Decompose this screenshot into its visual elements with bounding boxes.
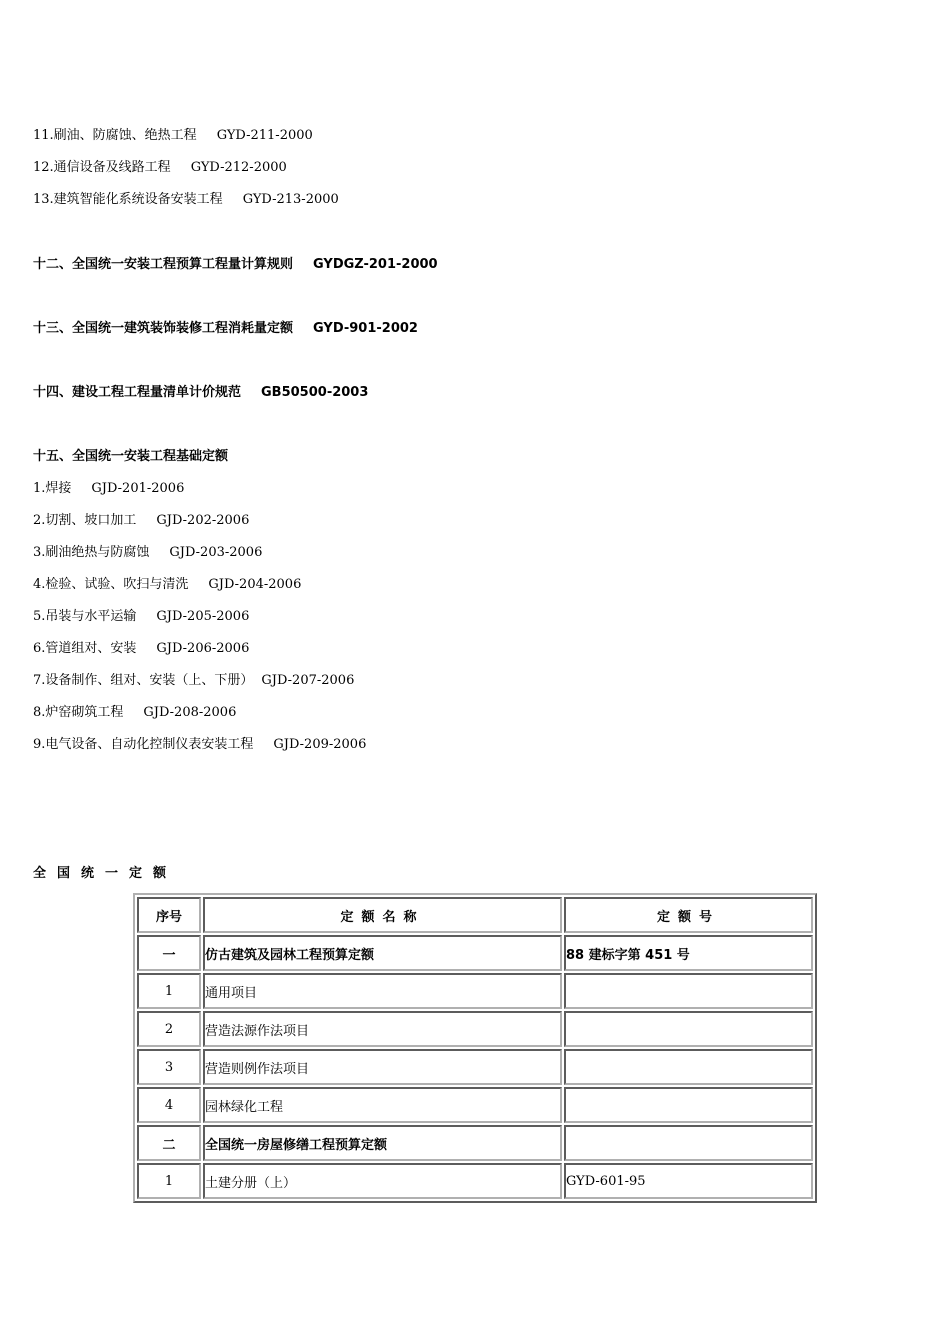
row-code: 88 建标字第 451 号 [564,935,813,971]
item-code: GJD-204-2006 [208,577,302,592]
table-row [137,1049,813,1085]
item-label: 12.通信设备及线路工程 [33,160,171,175]
item-code: GJD-203-2006 [169,545,263,560]
row-name: 土建分册（上） [203,1163,562,1199]
list-item [33,576,301,594]
section-heading [33,256,438,274]
list-item [33,704,236,722]
table-row [137,1011,813,1047]
heading-label: 十四、建设工程工程量清单计价规范 [33,385,242,400]
heading-label: 十三、全国统一建筑装饰装修工程消耗量定额 [33,321,294,336]
item-code: GJD-206-2006 [156,641,250,656]
row-code [564,973,813,1009]
table-row [137,973,813,1009]
list-item [33,608,249,626]
row-name: 仿古建筑及园林工程预算定额 [203,935,562,971]
table-row [137,1163,813,1199]
list-item [33,159,287,177]
item-code: GJD-207-2006 [261,673,355,688]
section-heading: 十五、全国统一安装工程基础定额 [33,449,229,464]
item-code: GJD-201-2006 [91,481,185,496]
item-label: 7.设备制作、组对、安装（上、下册） [33,673,254,688]
item-code: GJD-202-2006 [156,513,250,528]
row-code [564,1087,813,1123]
table-title: 全国统一定额 [33,866,178,881]
item-label: 9.电气设备、自动化控制仪表安装工程 [33,737,254,752]
item-code: GYD-211-2000 [216,128,313,143]
row-code [564,1011,813,1047]
list-item [33,191,339,209]
list-item [33,512,249,530]
section-heading [33,384,368,402]
item-code: GJD-208-2006 [143,705,237,720]
heading-code: GYD-901-2002 [313,321,418,336]
quota-table [133,893,817,1203]
row-num: 4 [137,1087,201,1123]
item-label: 4.检验、试验、吹扫与清洗 [33,577,189,592]
item-label: 11.刷油、防腐蚀、绝热工程 [33,128,197,143]
item-label: 6.管道组对、安装 [33,641,137,656]
row-name: 园林绿化工程 [203,1087,562,1123]
list-item [33,672,354,690]
row-code [564,1049,813,1085]
item-code: GYD-213-2000 [242,192,339,207]
item-label: 1.焊接 [33,481,72,496]
table-row [137,935,813,971]
table-row [137,1087,813,1123]
row-num: 一 [137,935,201,971]
table-row [137,1125,813,1161]
row-num: 3 [137,1049,201,1085]
row-code: GYD-601-95 [564,1163,813,1199]
section-heading [33,320,418,338]
row-name: 营造则例作法项目 [203,1049,562,1085]
item-code: GJD-205-2006 [156,609,250,624]
list-item [33,640,249,658]
row-num: 1 [137,973,201,1009]
item-label: 8.炉窑砌筑工程 [33,705,124,720]
heading-code: GYDGZ-201-2000 [313,257,438,272]
list-item [33,544,262,562]
row-num: 二 [137,1125,201,1161]
item-code: GJD-209-2006 [273,737,367,752]
list-item [33,736,366,754]
list-item [33,127,313,145]
heading-label: 十二、全国统一安装工程预算工程量计算规则 [33,257,294,272]
row-num: 2 [137,1011,201,1047]
item-label: 3.刷油绝热与防腐蚀 [33,545,150,560]
row-code [564,1125,813,1161]
item-label: 13.建筑智能化系统设备安装工程 [33,192,223,207]
heading-code: GB50500-2003 [261,385,369,400]
table-header-row [137,897,813,933]
header-num: 序号 [137,897,201,933]
row-name: 通用项目 [203,973,562,1009]
item-code: GYD-212-2000 [190,160,287,175]
row-num: 1 [137,1163,201,1199]
list-item [33,480,184,498]
header-code: 定额号 [564,897,813,933]
header-name: 定额名称 [203,897,562,933]
item-label: 2.切割、坡口加工 [33,513,137,528]
item-label: 5.吊装与水平运输 [33,609,137,624]
row-name: 全国统一房屋修缮工程预算定额 [203,1125,562,1161]
row-name: 营造法源作法项目 [203,1011,562,1047]
